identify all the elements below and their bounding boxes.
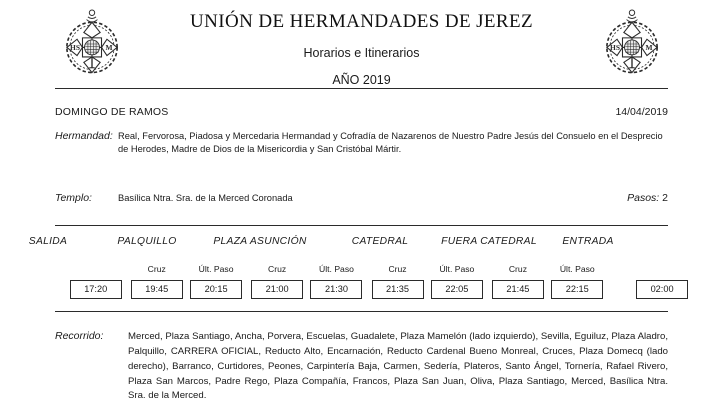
hermandad-row (55, 130, 668, 156)
hermandad-emblem-left-icon (58, 8, 126, 80)
schedule-section-title: CATEDRAL (351, 236, 409, 247)
schedule-time-box: 22:05 (431, 280, 483, 299)
divider-table (55, 225, 668, 226)
route-section (55, 330, 668, 404)
svg-text:M: M (645, 43, 653, 53)
schedule-time-box: 17:20 (70, 280, 122, 299)
svg-text:M: M (105, 43, 113, 53)
day-and-date-row (55, 106, 668, 118)
schedule-section-headers (28, 236, 668, 252)
procession-info (55, 106, 668, 156)
templo-label: Templo: (55, 192, 92, 204)
schedule-time-box: 21:30 (310, 280, 362, 299)
schedule-time-box: 22:15 (551, 280, 603, 299)
schedule-sublabel: Últ. Paso (559, 264, 595, 274)
schedule-table (28, 236, 674, 302)
route-text: Merced, Plaza Santiago, Ancha, Porvera, Escuelas, Guadalete, Plaza Mamelón (lado izquierdo), Sevilla, Eguiluz, Plaza Aladro, Palquillo, CARRERA OFICIAL, Reducto Alto, Encarnación, Reducto Cardenal Bueno Monreal, Cruces, Plaza Domecq (lado derecho), Barranco, Curtidores, Peones, Carpintería Baja, Carmen, Sedería, Plateros, Santo Ángel, Tornería, Rafael Rivero, Plaza San Marcos, Padre Rego, Plaza Compañía, Francos, Plaza San Juan, Oliva, Plaza Santiago, Merced, Basílica Ntra. Sra. de la Merced. (128, 331, 668, 402)
divider-header (55, 88, 668, 89)
schedule-sublabel: Últ. Paso (319, 264, 354, 274)
schedule-section-title: SALIDA (28, 236, 68, 247)
pasos-info (627, 192, 668, 204)
templo-value: Basílica Ntra. Sra. de la Merced Coronada (118, 193, 293, 203)
schedule-time-box: 21:00 (251, 280, 303, 299)
title-block (130, 8, 593, 87)
schedule-sublabel: Cruz (388, 264, 407, 274)
pasos-count: 2 (662, 192, 668, 204)
svg-text:HS: HS (70, 43, 81, 53)
document-year: AÑO 2019 (332, 73, 391, 87)
schedule-section-title: PALQUILLO (117, 236, 177, 247)
schedule-sublabels (55, 264, 668, 278)
schedule-sublabel: Cruz (268, 264, 287, 274)
pasos-label: Pasos: (627, 192, 660, 204)
document-title: UNIÓN DE HERMANDADES DE JEREZ (189, 11, 534, 32)
day-title: DOMINGO DE RAMOS (55, 106, 169, 118)
schedule-time-box: 21:45 (492, 280, 544, 299)
hermandad-value: Real, Fervorosa, Piadosa y Mercedaria Hermandad y Cofradía de Nazarenos de Nuestro Padre Jesús del Consuelo en el Desprecio de Herodes, Madre de Dios de la Misericordia y San Cristóbal Mártir. (118, 131, 663, 154)
document-subtitle: Horarios e Itinerarios (303, 46, 420, 60)
templo-row (55, 192, 668, 204)
hermandad-label: Hermandad: (55, 130, 113, 142)
schedule-time-box: 21:35 (372, 280, 424, 299)
schedule-section-title: PLAZA ASUNCIÓN (213, 236, 307, 247)
schedule-sublabel: Cruz (147, 264, 166, 274)
route-label: Recorrido: (55, 330, 104, 342)
hermandad-emblem-right-icon (598, 8, 666, 80)
schedule-section-title: FUERA CATEDRAL (441, 236, 537, 247)
schedule-sublabel: Últ. Paso (198, 264, 234, 274)
schedule-time-box: 02:00 (636, 280, 688, 299)
schedule-time-box: 19:45 (131, 280, 183, 299)
procession-date: 14/04/2019 (615, 106, 668, 118)
schedule-time-box: 20:15 (190, 280, 242, 299)
schedule-time-boxes (55, 280, 674, 300)
svg-text:HS: HS (610, 43, 621, 53)
schedule-sublabel: Últ. Paso (439, 264, 475, 274)
schedule-sublabel: Cruz (508, 264, 527, 274)
document-header (0, 0, 723, 88)
schedule-section-title: ENTRADA (562, 236, 614, 247)
divider-route (55, 311, 668, 312)
